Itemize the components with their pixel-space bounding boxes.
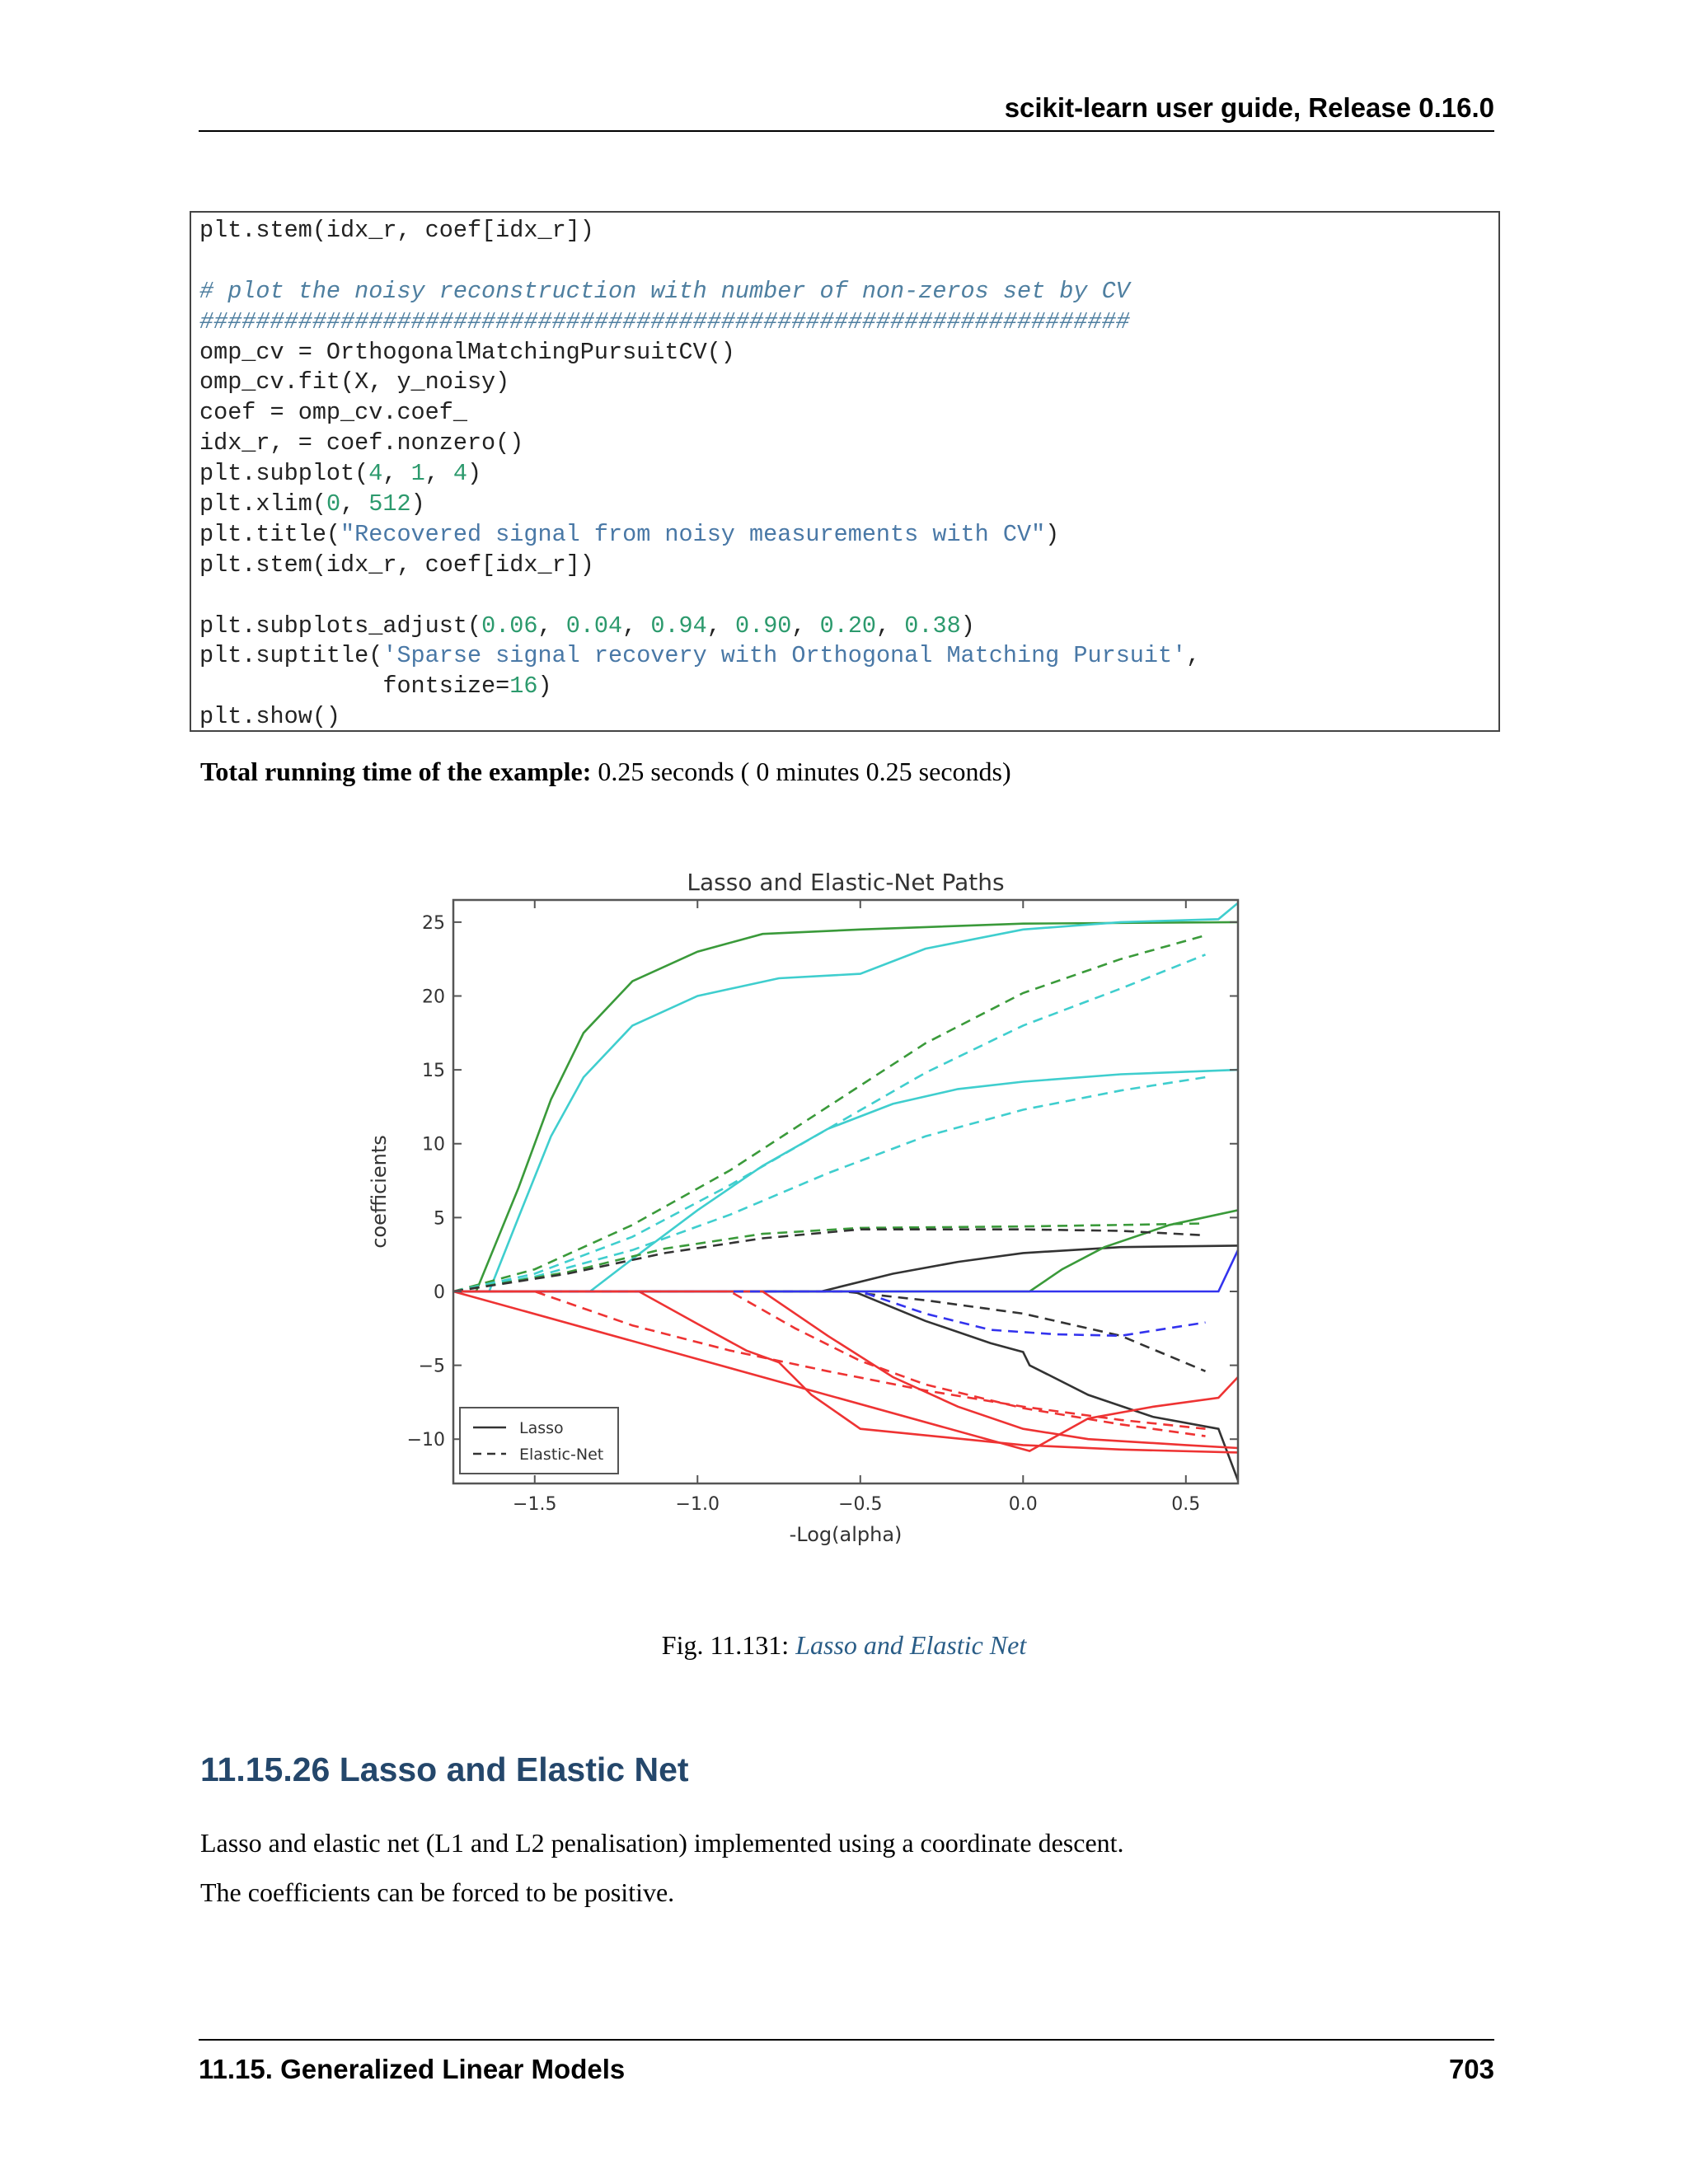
code-line	[199, 368, 1498, 398]
chart-title: Lasso and Elastic-Net Paths	[687, 869, 1005, 896]
y-tick-label: −10	[406, 1430, 445, 1451]
y-axis-label: coefficients	[368, 1135, 391, 1249]
x-tick-label: 0.5	[1171, 1494, 1201, 1515]
code-line	[199, 581, 1498, 612]
code-token: )	[467, 460, 482, 488]
code-line	[199, 429, 1498, 459]
code-line	[199, 246, 1498, 277]
code-token: 4	[368, 460, 383, 488]
code-token: 0.90	[734, 612, 792, 640]
code-token: omp_cv = OrthogonalMatchingPursuitCV()	[199, 338, 735, 366]
running-time-label: Total running time of the example:	[200, 757, 592, 786]
code-token: 0.38	[904, 612, 961, 640]
code-token: 512	[368, 490, 411, 518]
code-token: plt.suptitle(	[199, 642, 383, 670]
code-token: ,	[876, 612, 905, 640]
code-token: ,	[424, 460, 453, 488]
x-tick-label: 0.0	[1008, 1494, 1038, 1515]
y-tick-label: 5	[434, 1208, 445, 1230]
section-title: 11.15.26 Lasso and Elastic Net	[200, 1750, 689, 1788]
code-token: plt.subplot(	[199, 460, 369, 488]
code-token: plt.xlim(	[199, 490, 326, 518]
y-tick-label: 10	[422, 1134, 445, 1155]
y-tick-label: 0	[434, 1282, 445, 1303]
x-tick-label: −1.0	[675, 1494, 720, 1515]
y-tick-label: 20	[422, 987, 445, 1008]
code-token: ,	[706, 612, 735, 640]
code-token: ,	[340, 490, 369, 518]
code-token: omp_cv.fit(X, y_noisy)	[199, 368, 510, 396]
figure-caption	[0, 1630, 1688, 1661]
code-line	[199, 216, 1498, 246]
page-header	[199, 92, 1494, 132]
y-tick-label: 15	[422, 1061, 445, 1082]
code-line	[199, 672, 1498, 702]
legend-label: Lasso	[519, 1419, 564, 1437]
paragraph-1: Lasso and elastic net (L1 and L2 penalisation) implemented using a coordinate descent.	[200, 1828, 1124, 1858]
code-line	[199, 702, 1498, 732]
code-token: 0.06	[481, 612, 538, 640]
code-line	[199, 490, 1498, 520]
x-tick-label: −1.5	[513, 1494, 557, 1515]
code-token: plt.show()	[199, 703, 341, 731]
x-tick-label: −0.5	[838, 1494, 883, 1515]
code-token: idx_r, = coef.nonzero()	[199, 429, 524, 457]
code-token: )	[1045, 520, 1060, 548]
running-time	[200, 757, 1011, 787]
code-line	[199, 459, 1498, 490]
code-token: )	[960, 612, 975, 640]
code-token: 0.20	[819, 612, 877, 640]
code-line	[199, 520, 1498, 551]
code-token: )	[537, 673, 552, 701]
header-title: scikit-learn user guide, Release 0.16.0	[1004, 92, 1494, 123]
code-line	[199, 551, 1498, 581]
code-line	[199, 277, 1498, 307]
x-axis-label: -Log(alpha)	[789, 1523, 903, 1546]
code-token: 0.94	[650, 612, 707, 640]
code-token: ,	[622, 612, 651, 640]
legend-label: Elastic-Net	[519, 1446, 604, 1464]
code-token: ,	[382, 460, 411, 488]
code-token: 0.04	[565, 612, 623, 640]
code-token: 'Sparse signal recovery with Orthogonal Matching Pursuit'	[382, 642, 1187, 670]
code-token: 1	[410, 460, 425, 488]
code-token: "Recovered signal from noisy measurements with CV"	[340, 520, 1046, 548]
code-token: # plot the noisy reconstruction with number of non-zeros set by CV	[199, 277, 1130, 305]
y-tick-label: −5	[418, 1356, 445, 1377]
code-line	[199, 612, 1498, 642]
footer-section: 11.15. Generalized Linear Models	[199, 2054, 626, 2084]
lasso-elasticnet-figure	[363, 849, 1302, 1582]
code-block	[190, 211, 1500, 732]
code-token: plt.stem(idx_r, coef[idx_r])	[199, 551, 594, 579]
code-token: )	[410, 490, 425, 518]
code-line	[199, 398, 1498, 429]
code-token: 4	[452, 460, 467, 488]
code-line	[199, 338, 1498, 368]
code-token: ,	[537, 612, 566, 640]
page-footer	[199, 2039, 1494, 2084]
code-token: fontsize=	[199, 673, 510, 701]
paragraph-2: The coefficients can be forced to be positive.	[200, 1877, 675, 1907]
code-token: 16	[509, 673, 538, 701]
code-line	[199, 641, 1498, 672]
code-token: coef = omp_cv.coef_	[199, 399, 467, 427]
code-line	[199, 307, 1498, 338]
code-token: ##################################################################	[199, 307, 1130, 335]
code-token: plt.subplots_adjust(	[199, 612, 482, 640]
lasso-elasticnet-chart	[363, 849, 1302, 1582]
y-tick-label: 25	[422, 912, 445, 934]
caption-prefix: Fig. 11.131:	[661, 1630, 796, 1660]
code-token: plt.title(	[199, 520, 341, 548]
code-token: 0	[326, 490, 341, 518]
plot-area	[453, 900, 1238, 1483]
code-token: ,	[1186, 642, 1201, 670]
caption-link[interactable]: Lasso and Elastic Net	[795, 1630, 1027, 1660]
code-token: plt.stem(idx_r, coef[idx_r])	[199, 217, 594, 244]
footer-page-number: 703	[1448, 2054, 1494, 2084]
running-time-value: 0.25 seconds ( 0 minutes 0.25 seconds)	[598, 757, 1011, 786]
legend-box	[460, 1408, 618, 1474]
code-token: ,	[791, 612, 820, 640]
